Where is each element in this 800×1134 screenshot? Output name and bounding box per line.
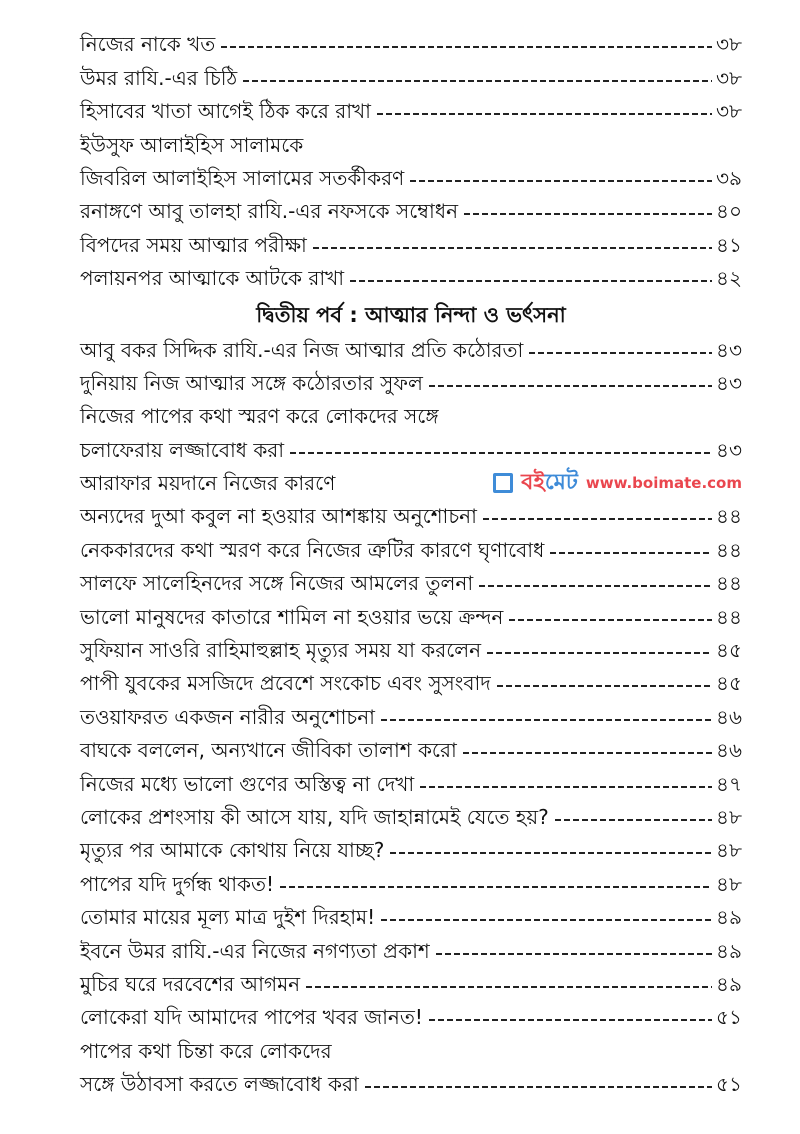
dotted-leader <box>350 280 712 282</box>
section-heading <box>80 293 742 331</box>
dotted-leader <box>497 685 712 687</box>
dotted-leader <box>463 752 712 754</box>
watermark-url: www.boimate.com <box>585 474 742 493</box>
dotted-leader <box>429 1019 712 1021</box>
watermark-brand: বইমেট <box>521 470 578 496</box>
entry-title: পাপী যুবকের মসজিদে প্রবেশে সংকোচ এবং সুসংবাদ <box>80 671 491 696</box>
entry-title: ইবনে উমর রাযি.-এর নিজের নগণ্যতা প্রকাশ <box>80 938 430 963</box>
dotted-leader <box>483 518 712 520</box>
entry-title: তওয়াফরত একজন নারীর অনুশোচনা <box>80 704 375 729</box>
dotted-leader <box>365 1086 712 1088</box>
dotted-leader <box>377 113 712 115</box>
entry-title: নিজের নাকে খত <box>80 32 216 57</box>
dotted-leader <box>290 452 712 454</box>
entry-page-number: ৪৯ <box>716 905 742 930</box>
toc-entry <box>80 398 742 431</box>
toc-entry <box>80 26 742 59</box>
toc-entry <box>80 865 742 898</box>
dotted-leader <box>550 552 712 554</box>
section-2-title: দ্বিতীয় পর্ব : আত্মার নিন্দা ও ভর্ৎসনা <box>256 303 566 328</box>
entry-page-number: ৪৪ <box>716 571 742 596</box>
entry-title: মুচির ঘরে দরবেশের আগমন <box>80 971 301 996</box>
entry-title: অন্যদের দুআ কবুল না হওয়ার আশঙ্কায় অনুশোচনা <box>80 504 477 529</box>
dotted-leader <box>221 46 712 48</box>
entry-page-number: ৪৮ <box>716 871 742 896</box>
toc-entry <box>80 966 742 999</box>
dotted-leader <box>464 213 712 215</box>
toc-entry <box>80 565 742 598</box>
dotted-leader <box>436 953 712 955</box>
entry-page-number: ৪৫ <box>716 671 742 696</box>
entry-page-number: ৪৮ <box>716 838 742 863</box>
toc-entry <box>80 698 742 731</box>
toc-entry <box>80 899 742 932</box>
entry-page-number: ৪৫ <box>716 638 742 663</box>
toc-entry <box>80 331 742 364</box>
toc-entry <box>80 732 742 765</box>
toc-entry <box>80 260 742 293</box>
entry-title: চলাফেরায় লজ্জাবোধ করা <box>80 437 285 462</box>
entry-page-number: ৩৮ <box>716 32 742 57</box>
toc-entry <box>80 1032 742 1065</box>
dotted-leader <box>420 786 712 788</box>
entry-title: উমর রাযি.-এর চিঠি <box>80 65 238 90</box>
entry-title: হিসাবের খাতা আগেই ঠিক করে রাখা <box>80 99 371 124</box>
toc-entry <box>80 160 742 193</box>
entry-page-number: ৪৬ <box>716 704 742 729</box>
section-1-entries <box>80 26 742 293</box>
dotted-leader <box>306 986 712 988</box>
entry-title: পাপের যদি দুর্গন্ধ থাকত! <box>80 871 275 896</box>
toc-entry <box>80 126 742 159</box>
entry-title: নিজের পাপের কথা স্মরণ করে লোকদের সঙ্গে <box>80 404 439 429</box>
dotted-leader <box>410 180 712 182</box>
entry-page-number: ৪৪ <box>716 537 742 562</box>
toc-entry <box>80 226 742 259</box>
toc-entry <box>80 799 742 832</box>
toc-entry <box>80 932 742 965</box>
entry-title: বিপদের সময় আত্মার পরীক্ষা <box>80 232 307 257</box>
toc-entry <box>80 531 742 564</box>
toc-entry <box>80 59 742 92</box>
entry-title: মৃত্যুর পর আমাকে কোথায় নিয়ে যাচ্ছ? <box>80 838 385 863</box>
toc-entry <box>80 365 742 398</box>
entry-title: সঙ্গে উঠাবসা করতে লজ্জাবোধ করা <box>80 1072 359 1097</box>
dotted-leader <box>243 80 712 82</box>
dotted-leader <box>555 819 712 821</box>
toc-entry <box>80 465 742 498</box>
entry-title: আবু বকর সিদ্দিক রাযি.-এর নিজ আত্মার প্রতি কঠোরতা <box>80 337 524 362</box>
toc-entry <box>80 632 742 665</box>
toc-entry <box>80 832 742 865</box>
entry-title: বাঘকে বললেন, অন্যখানে জীবিকা তালাশ করো <box>80 738 457 763</box>
entry-page-number: ৩৯ <box>716 165 742 190</box>
toc-entry <box>80 498 742 531</box>
entry-page-number: ৪৮ <box>716 804 742 829</box>
entry-title: জিবরিল আলাইহিস সালামের সতর্কীকরণ <box>80 165 405 190</box>
entry-page-number: ৪৩ <box>716 370 742 395</box>
dotted-leader <box>487 652 712 654</box>
entry-page-number: ৪৩ <box>716 337 742 362</box>
entry-page-number: ৩৮ <box>716 65 742 90</box>
entry-page-number: ৪৯ <box>716 971 742 996</box>
entry-title: নিজের মধ্যে ভালো গুণের অস্তিত্ব না দেখা <box>80 771 415 796</box>
entry-title: দুনিয়ায় নিজ আত্মার সঙ্গে কঠোরতার সুফল <box>80 370 423 395</box>
entry-title: রনাঙ্গণে আবু তালহা রাযি.-এর নফসকে সম্বোধন <box>80 199 459 224</box>
entry-title: সুফিয়ান সাওরি রাহিমাহুল্লাহ মৃত্যুর সময় যা করলেন <box>80 638 482 663</box>
dotted-leader <box>381 719 712 721</box>
entry-page-number: ৪৯ <box>716 938 742 963</box>
toc-entry <box>80 598 742 631</box>
entry-title: লোকের প্রশংসায় কী আসে যায়, যদি জাহান্নামেই যেতে হয়? <box>80 804 549 829</box>
dotted-leader <box>381 919 712 921</box>
entry-page-number: ৪১ <box>716 232 742 257</box>
entry-title: ইউসুফ আলাইহিস সালামকে <box>80 132 304 157</box>
entry-title: সালফে সালেহিনদের সঙ্গে নিজের আমলের তুলনা <box>80 571 474 596</box>
entry-title: তোমার মায়ের মূল্য মাত্র দুইশ দিরহাম! <box>80 905 376 930</box>
entry-title: পলায়নপর আত্মাকে আটকে রাখা <box>80 266 345 291</box>
entry-page-number: ৪০ <box>716 199 742 224</box>
toc-entry <box>80 193 742 226</box>
dotted-leader <box>429 385 712 387</box>
entry-title: নেককারদের কথা স্মরণ করে নিজের ত্রুটির কারণে ঘৃণাবোধ <box>80 537 545 562</box>
entry-title: পাপের কথা চিন্তা করে লোকদের <box>80 1038 332 1063</box>
toc-entry <box>80 93 742 126</box>
toc-entry <box>80 665 742 698</box>
dotted-leader <box>529 352 712 354</box>
entry-page-number: ৪৭ <box>716 771 742 796</box>
toc-entry <box>80 765 742 798</box>
entry-page-number: ৪৬ <box>716 738 742 763</box>
dotted-leader <box>509 619 712 621</box>
entry-page-number: ৩৮ <box>716 99 742 124</box>
toc-entry <box>80 1066 742 1099</box>
table-of-contents <box>80 26 742 1099</box>
section-2-entries <box>80 331 742 1099</box>
watermark-logo <box>493 468 742 498</box>
entry-page-number: ৫১ <box>716 1005 742 1030</box>
entry-page-number: ৫১ <box>716 1072 742 1097</box>
dotted-leader <box>313 247 712 249</box>
entry-page-number: ৪৪ <box>716 604 742 629</box>
dotted-leader <box>280 886 712 888</box>
entry-page-number: ৪৩ <box>716 437 742 462</box>
entry-page-number: ৪২ <box>716 266 742 291</box>
entry-title: আরাফার ময়দানে নিজের কারণে <box>80 471 336 496</box>
dotted-leader <box>479 585 712 587</box>
book-icon <box>493 473 513 493</box>
entry-title: ভালো মানুষদের কাতারে শামিল না হওয়ার ভয়ে ক্রন্দন <box>80 604 504 629</box>
entry-title: লোকেরা যদি আমাদের পাপের খবর জানত! <box>80 1005 423 1030</box>
toc-entry <box>80 431 742 464</box>
toc-entry <box>80 999 742 1032</box>
dotted-leader <box>390 852 712 854</box>
entry-page-number: ৪৪ <box>716 504 742 529</box>
